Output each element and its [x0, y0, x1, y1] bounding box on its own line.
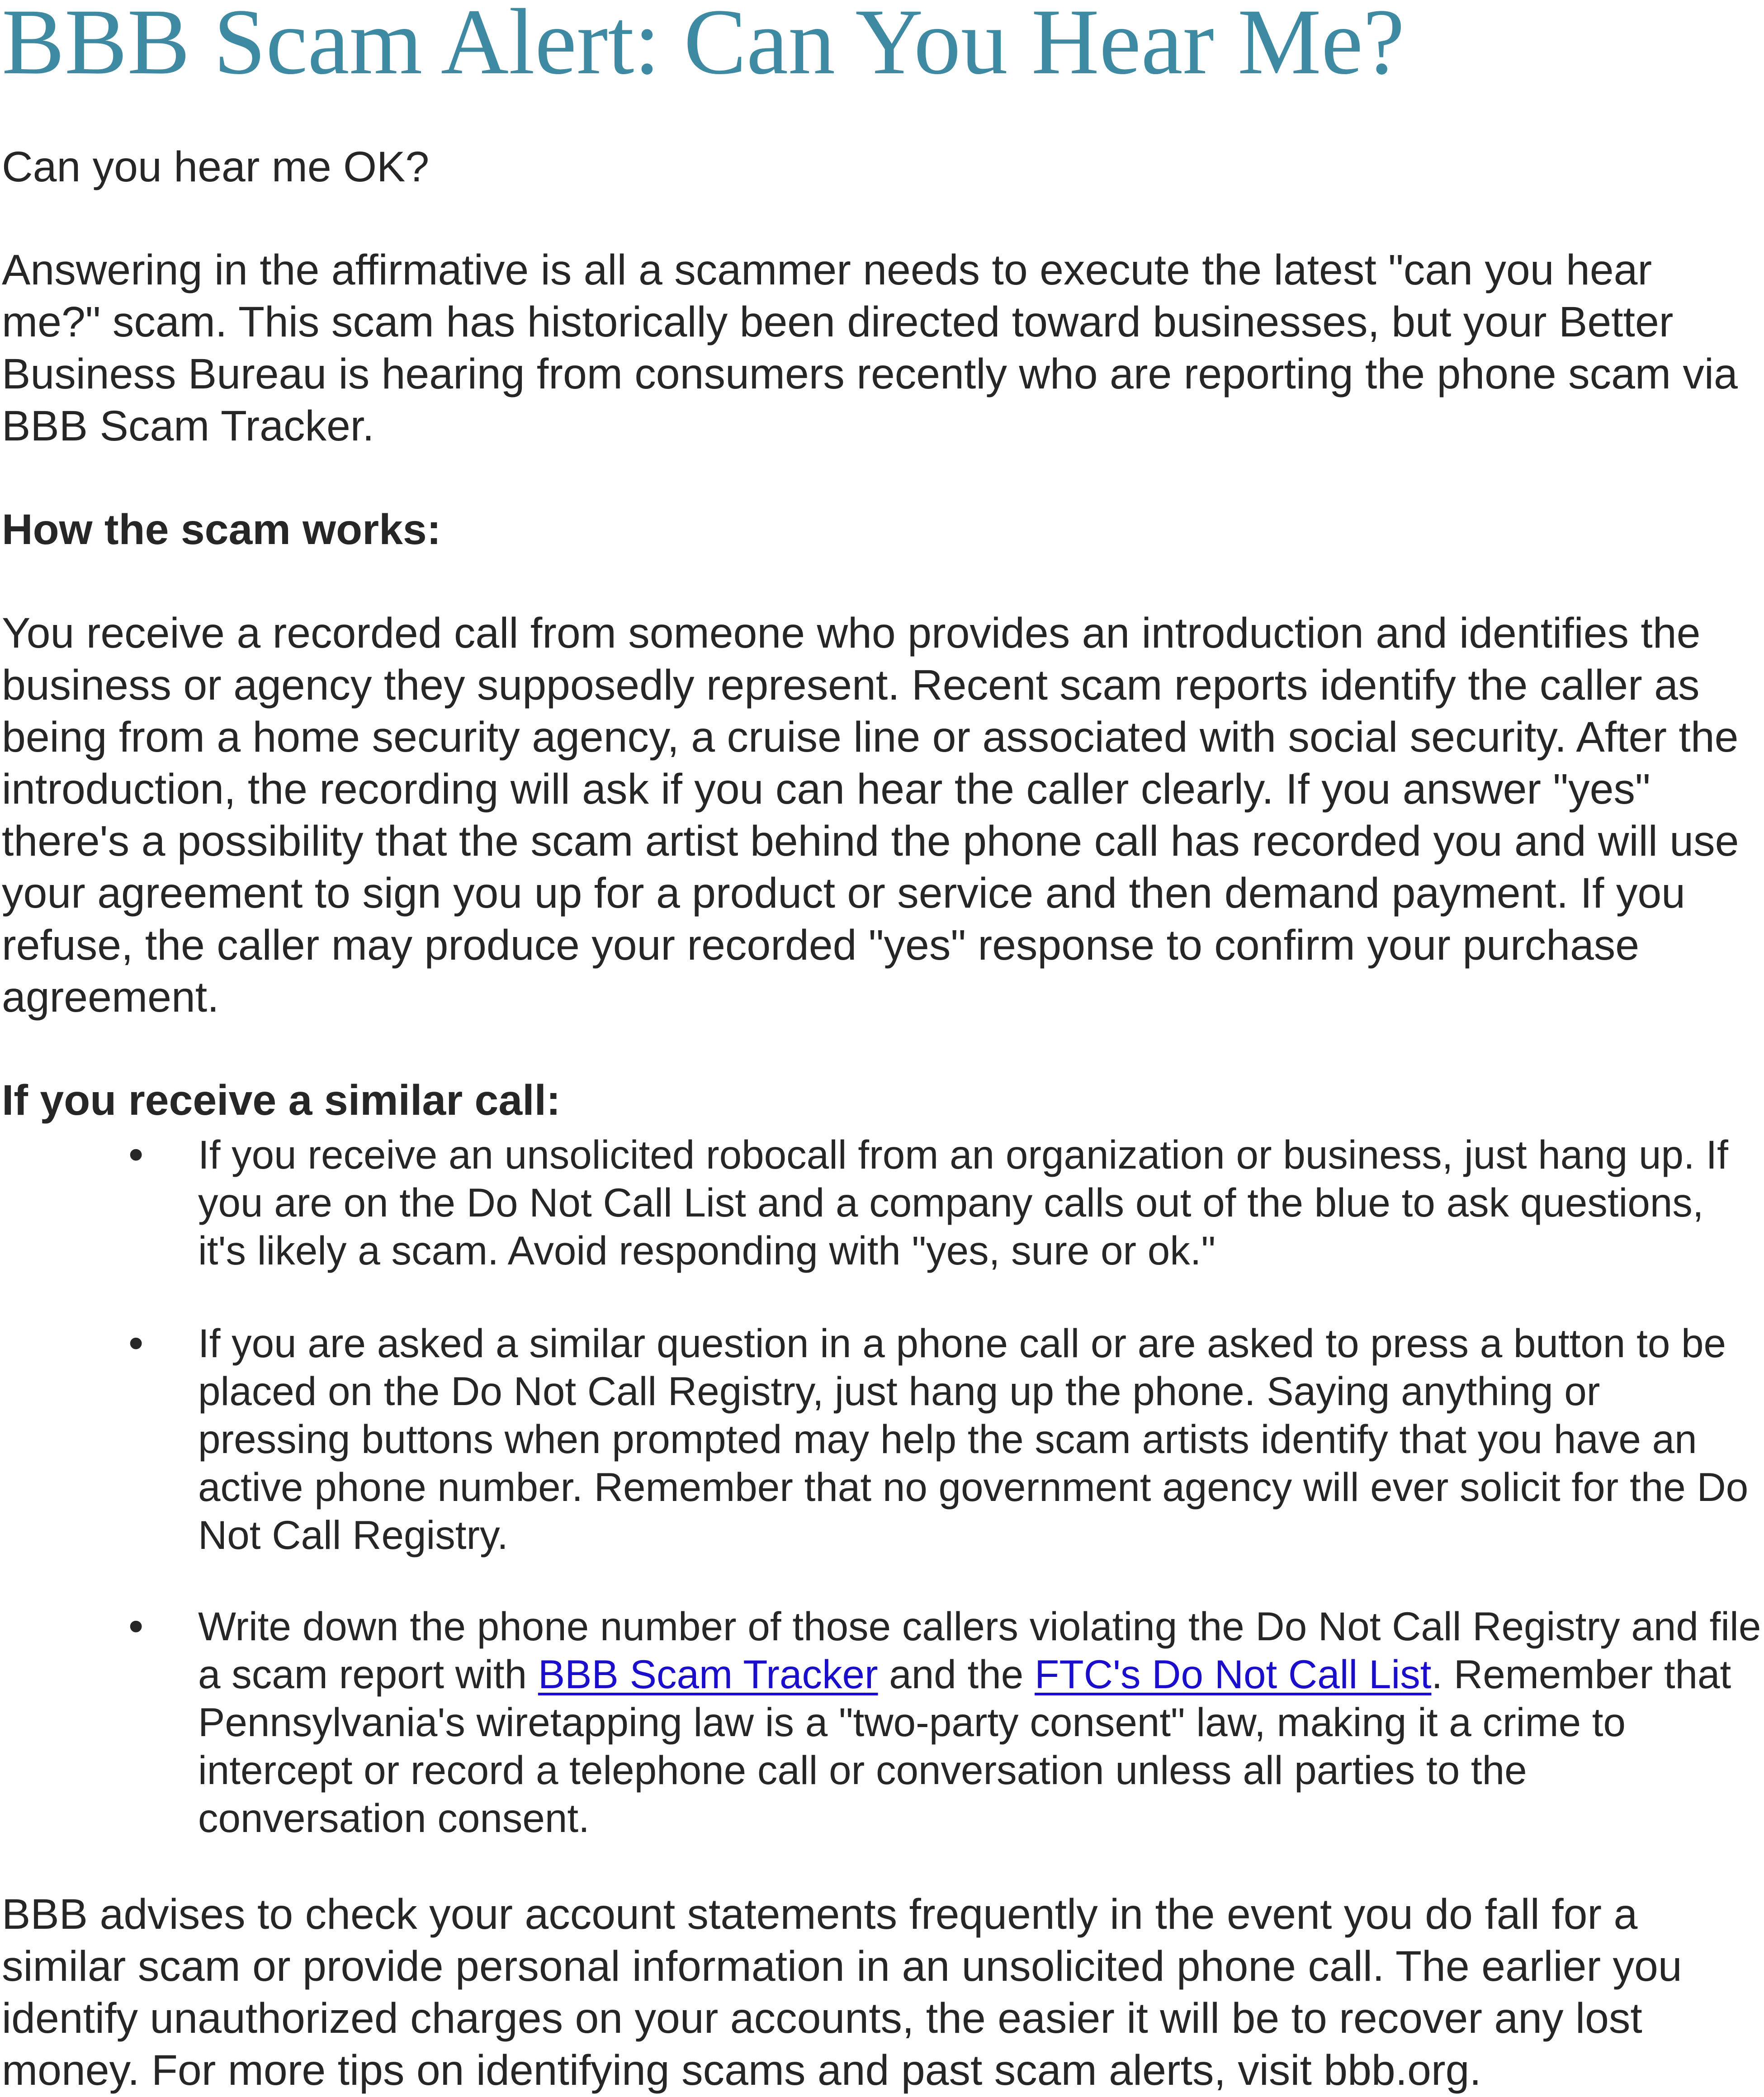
ftc-do-not-call-link[interactable]: FTC's Do Not Call List: [1034, 1652, 1432, 1697]
bullet-icon: •: [128, 1602, 144, 1650]
how-it-works-paragraph: You receive a recorded call from someone who provides an introduction and identifies the business or agency they supposedly represent. Recent scam reports identify the caller as being from a home security agency, a cruise line or associated with social security. After the introduction, the recording will ask if you can hear the caller clearly. If you answer "yes" there's a possibility that the scam artist behind the phone call has recorded you and will use your agreement to sign you up for a product or service and then demand payment. If you refuse, the caller may produce your recorded "yes" response to confirm your purchase agreement.: [2, 609, 1739, 1021]
how-it-works-heading: How the scam works:: [2, 506, 441, 554]
tip-text-after: . Remember that Pennsylvania's wiretapping law is a "two-party consent" law, making it a crime to intercept or record a telephone call or conversation unless all parties to the conversation consent.: [198, 1652, 1731, 1841]
tip-text: If you are asked a similar question in a phone call or are asked to press a button to be placed on the Do Not Call Registry, just hang up the phone. Saying anything or pressing buttons when prompted may help the scam artists identify that you have an active phone number. Remember that no government agency will ever solicit for the Do Not Call Registry.: [198, 1321, 1749, 1557]
similar-call-heading: If you receive a similar call:: [2, 1076, 561, 1124]
bbb-scam-tracker-link[interactable]: BBB Scam Tracker: [538, 1652, 878, 1697]
intro-question: Can you hear me OK?: [2, 143, 430, 191]
tip-text: [198, 1602, 1763, 1842]
bullet-icon: •: [128, 1319, 144, 1367]
closing-paragraph: BBB advises to check your account statements frequently in the event you do fall for a similar scam or provide personal information in an unsolicited phone call. The earlier you identify unauthorized charges on your accounts, the easier it will be to recover any lost money. For more tips on identifying scams and past scam alerts, visit bbb.org.: [2, 1890, 1682, 2094]
tip-text-middle: and the: [878, 1652, 1035, 1697]
bullet-icon: •: [128, 1131, 144, 1179]
intro-paragraph: Answering in the affirmative is all a scammer needs to execute the latest "can you hear me?" scam. This scam has historically been directed toward businesses, but your Better Business Bureau is hearing from consumers recently who are reporting the phone scam via BBB Scam Tracker.: [2, 246, 1738, 450]
tip-text: If you receive an unsolicited robocall from an organization or business, just hang up. If you are on the Do Not Call List and a company calls out of the blue to ask questions, it's likely a scam. Avoid responding with "yes, sure or ok.": [198, 1132, 1728, 1273]
tip-text-before: Write down the phone number of those callers violating the Do Not Call Registry and file a scam report with: [198, 1604, 1761, 1697]
page-title: BBB Scam Alert: Can You Hear Me?: [2, 0, 1405, 94]
